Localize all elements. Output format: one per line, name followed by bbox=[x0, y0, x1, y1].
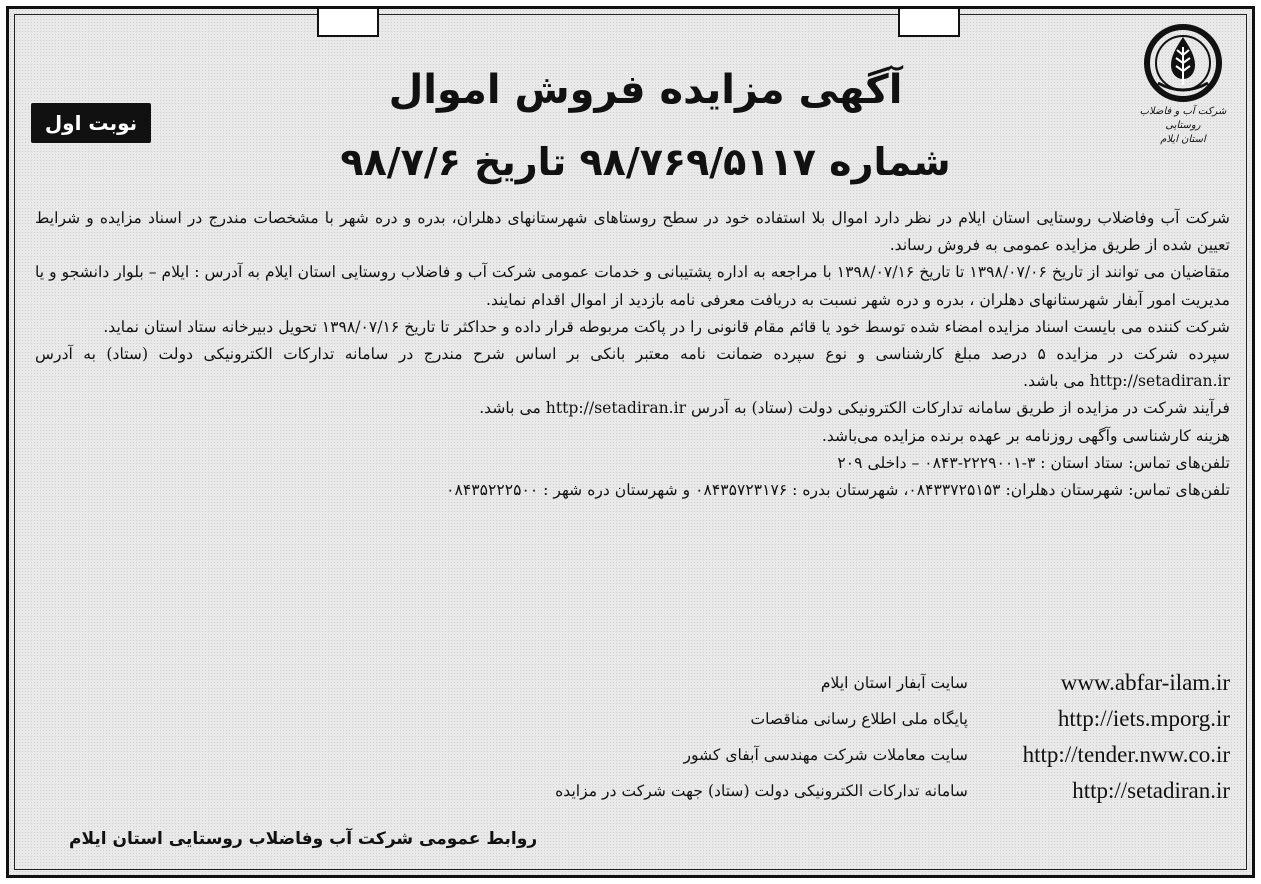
logo-line-1: شرکت آب و فاضلاب روستایی bbox=[1139, 106, 1227, 131]
notice-frame bbox=[6, 6, 1255, 878]
paragraph-phone-counties: تلفن‌های تماس: شهرستان دهلران: ۰۸۴۳۳۷۲۵۱۵۳، شهرستان بدره : ۰۸۴۳۵۷۲۳۱۷۶ و شهرستان دره شهر : ۰۸۴۳۵۲۲۲۵۰۰ bbox=[446, 481, 1230, 500]
public-relations-signature: روابط عمومی شرکت آب وفاضلاب روستایی استان ایلام bbox=[69, 829, 538, 849]
website-label: پایگاه ملی اطلاع رسانی مناقصات bbox=[750, 710, 968, 728]
company-logo bbox=[1128, 23, 1238, 151]
paragraph-costs: هزینه کارشناسی وآگهی روزنامه بر عهده برنده مزایده می‌باشد. bbox=[821, 426, 1230, 445]
website-link[interactable]: http://setadiran.ir bbox=[1072, 778, 1230, 803]
website-list bbox=[35, 665, 1230, 809]
paragraph-phone-hq: تلفن‌های تماس: ستاد استان : ۳-۲۲۲۹۰۰۱-۰۸۴۳ – داخلی ۲۰۹ bbox=[837, 453, 1230, 472]
first-publication-badge: نوبت اول bbox=[31, 103, 151, 143]
notice-number-date: شماره ۹۸/۷۶۹/۵۱۱۷ تاریخ ۹۸/۷/۶ bbox=[340, 140, 951, 184]
wheat-drop-emblem-icon bbox=[1144, 23, 1222, 103]
notice-body bbox=[35, 205, 1230, 504]
paragraph-visit: متقاضیان می توانند از تاریخ ۱۳۹۸/۰۷/۰۶ تا تاریخ ۱۳۹۸/۰۷/۱۶ با مراجعه به اداره پشتیبانی و خدمات عمومی شرکت آب و فاضلاب روستایی استان ایلام به آدرس : ایلام – بلوار دانشجو و یا مدیریت امور آبفار شهرستانهای دهلران ، بدره و دره شهر نسبت به دریافت معرفی نامه بازدید از اموال اقدام نمایند. bbox=[35, 263, 1230, 309]
website-label: سایت معاملات شرکت مهندسی آبفای کشور bbox=[683, 746, 968, 764]
website-row bbox=[35, 773, 1230, 809]
paragraph-process: فرآیند شرکت در مزایده از طریق سامانه تدارکات الکترونیکی دولت (ستاد) به آدرس http://setadiran.ir می باشد. bbox=[479, 399, 1230, 418]
top-tab-right bbox=[898, 9, 960, 37]
website-link[interactable]: http://iets.mporg.ir bbox=[1057, 706, 1230, 731]
website-label: سامانه تدارکات الکترونیکی دولت (ستاد) جهت شرکت در مزایده bbox=[555, 782, 968, 800]
website-row bbox=[35, 701, 1230, 737]
website-link[interactable]: http://tender.nww.co.ir bbox=[1022, 742, 1230, 767]
website-row bbox=[35, 737, 1230, 773]
top-tab-left bbox=[317, 9, 379, 37]
website-label: سایت آبفار استان ایلام bbox=[820, 674, 968, 692]
paragraph-submission: شرکت کننده می بایست اسناد مزایده امضاء شده توسط خود یا قائم مقام قانونی را در پاکت مربوطه قرار داده و حداکثر تا تاریخ ۱۳۹۸/۰۷/۱۶ تحویل دبیرخانه ستاد استان نماید. bbox=[103, 317, 1230, 336]
notice-title: آگهی مزایده فروش اموال bbox=[388, 67, 903, 113]
logo-line-2: استان ایلام bbox=[1160, 134, 1206, 145]
website-link[interactable]: www.abfar-ilam.ir bbox=[1060, 670, 1230, 695]
website-row bbox=[35, 665, 1230, 701]
paragraph-intro: شرکت آب وفاضلاب روستایی استان ایلام در نظر دارد اموال بلا استفاده خود در سطح روستاهای شهرستانهای دهلران، بدره و دره شهر با مشخصات مندرج در اسناد مزایده و شرایط تعیین شده از طریق مزایده عمومی به فروش رساند. bbox=[35, 209, 1230, 255]
paragraph-deposit: سپرده شرکت در مزایده ۵ درصد مبلغ کارشناسی و نوع سپرده ضمانت نامه معتبر بانکی بر اساس شرح مندرج در سامانه تدارکات الکترونیکی دولت (ستاد) به آدرس http://setadiran.ir می باشد. bbox=[35, 345, 1230, 391]
